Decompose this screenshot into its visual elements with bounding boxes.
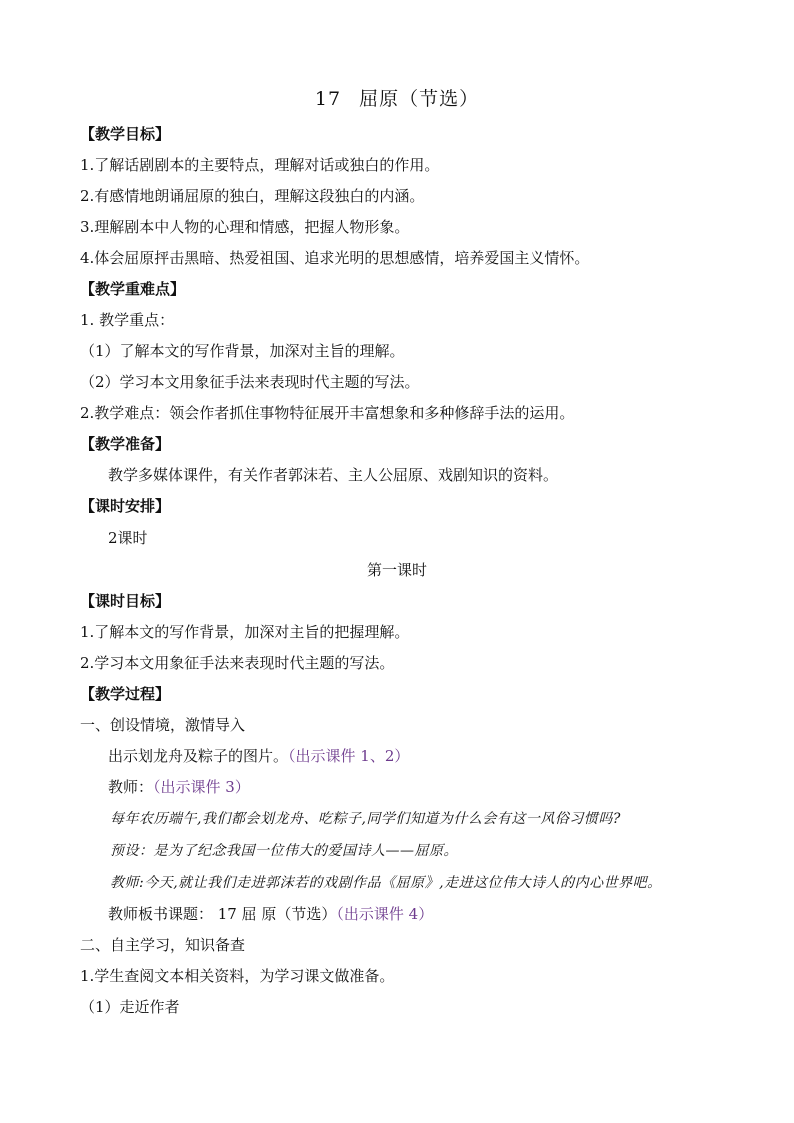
step2-item-1a: （1）走近作者 [80, 998, 180, 1016]
goal-item-4: 4.体会屈原抨击黑暗、热爱祖国、追求光明的思想感情，培养爱国主义情怀。 [80, 249, 590, 267]
show-images-text: 出示划龙舟及粽子的图片。 [108, 747, 289, 765]
lesson-title: 屈原（节选） [359, 88, 480, 110]
key-point-1: 1. 教学重点： [80, 311, 175, 329]
show-images-line [108, 746, 409, 766]
courseware-tag: （出示课件 3） [153, 778, 250, 796]
board-title-text: 教师板书课题： 17 屈 原（节选） [108, 905, 337, 923]
section-heading-period-goals: 【课时目标】 [80, 592, 171, 610]
goal-item-1: 1.了解话剧剧本的主要特点，理解对话或独白的作用。 [80, 156, 440, 174]
key-point-1b: （2）学习本文用象征手法来表现时代主题的写法。 [80, 373, 420, 391]
page-title [0, 87, 794, 111]
section-heading-preparation: 【教学准备】 [80, 435, 171, 453]
teacher-label: 教师： [108, 778, 154, 796]
goal-item-2: 2.有感情地朗诵屈原的独白，理解这段独白的内涵。 [80, 187, 425, 205]
teacher-line [108, 777, 250, 797]
period-heading: 第一课时 [366, 561, 427, 579]
lesson-number: 17 [314, 88, 342, 110]
courseware-tag: （出示课件 4） [336, 905, 434, 923]
teacher-intro: 教师:今天,就让我们走进郭沫若的戏剧作品《屈原》,走进这位伟大诗人的内心世界吧。 [110, 875, 662, 891]
section-heading-key-points: 【教学重难点】 [80, 280, 186, 298]
period-goal-2: 2.学习本文用象征手法来表现时代主题的写法。 [80, 654, 395, 672]
step-heading-1: 一、创设情境，激情导入 [80, 716, 246, 734]
schedule-text: 2课时 [108, 529, 148, 547]
section-heading-teaching-goals: 【教学目标】 [80, 125, 171, 143]
goal-item-3: 3.理解剧本中人物的心理和情感，把握人物形象。 [80, 218, 410, 236]
courseware-tag: （出示课件 1、2） [288, 747, 410, 765]
board-title-line [108, 904, 433, 924]
section-heading-process: 【教学过程】 [80, 685, 171, 703]
step-heading-2: 二、自主学习，知识备查 [80, 936, 246, 954]
preset-answer: 预设：是为了纪念我国一位伟大的爱国诗人——屈原。 [110, 843, 458, 859]
key-point-1a: （1）了解本文的写作背景，加深对主旨的理解。 [80, 342, 405, 360]
key-point-2: 2.教学难点：领会作者抓住事物特征展开丰富想象和多种修辞手法的运用。 [80, 404, 575, 422]
preparation-text: 教学多媒体课件，有关作者郭沫若、主人公屈原、戏剧知识的资料。 [108, 466, 559, 484]
section-heading-schedule: 【课时安排】 [80, 497, 171, 515]
step2-item-1: 1.学生查阅文本相关资料，为学习课文做准备。 [80, 967, 395, 985]
teacher-question: 每年农历端午,我们都会划龙舟、吃粽子,同学们知道为什么会有这一风俗习惯吗? [110, 811, 621, 827]
period-goal-1: 1.了解本文的写作背景，加深对主旨的把握理解。 [80, 623, 410, 641]
